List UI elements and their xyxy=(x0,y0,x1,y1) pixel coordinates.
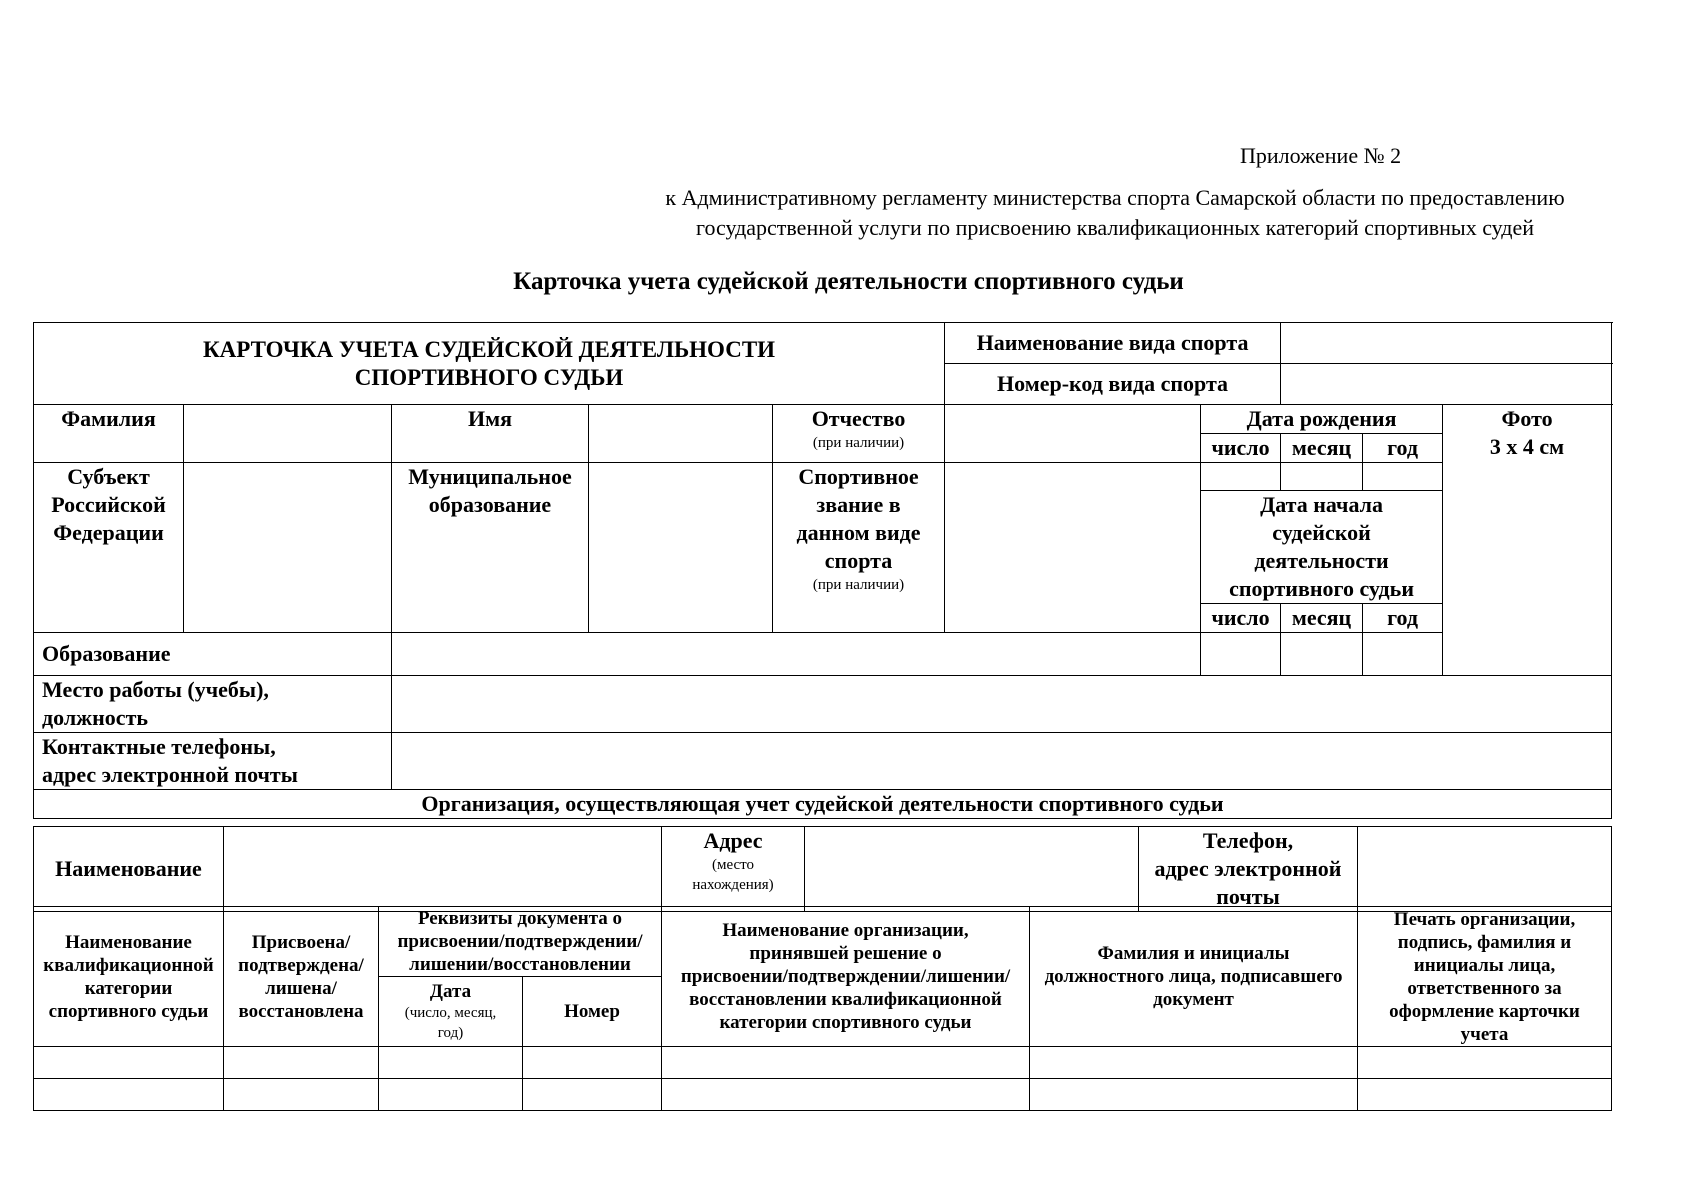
org-address-field[interactable] xyxy=(805,827,1139,912)
header-line: лишена/ xyxy=(265,977,337,999)
workplace-line: Место работы (учебы), xyxy=(42,677,269,702)
appendix-number: Приложение № 2 xyxy=(1240,143,1402,168)
header-line: Наименование организации, xyxy=(722,920,969,941)
sport-name-field[interactable] xyxy=(1281,323,1612,364)
photo-cell xyxy=(1443,405,1612,676)
org-phone-line: Телефон, xyxy=(1202,828,1294,853)
name-label: Имя xyxy=(392,405,589,463)
rank-note: (при наличии) xyxy=(812,577,905,593)
org-phone-field[interactable] xyxy=(1358,827,1612,912)
rank-line: звание в xyxy=(816,492,901,517)
workplace-label xyxy=(34,676,392,733)
table-cell[interactable] xyxy=(523,1047,662,1079)
table-row xyxy=(34,1079,1612,1111)
header-line: учета xyxy=(1460,1023,1509,1045)
document-number-header: Номер xyxy=(523,977,662,1047)
stamp-header xyxy=(1358,907,1612,1047)
start-line: Дата начала xyxy=(1260,492,1383,517)
start-line: деятельности xyxy=(1254,548,1389,573)
org-name-field[interactable] xyxy=(224,827,662,912)
birth-day-label: число xyxy=(1201,434,1281,463)
table-cell[interactable] xyxy=(662,1047,1030,1079)
regulation-line: к Административному регламенту министерства спорта Самарской области по предоставлению xyxy=(665,185,1565,210)
org-address-note: (место xyxy=(711,857,755,873)
regulation-reference xyxy=(600,183,1630,243)
table-cell[interactable] xyxy=(1030,1047,1358,1079)
signatory-header xyxy=(1030,907,1358,1047)
municipal-label xyxy=(392,463,589,633)
org-name-label: Наименование xyxy=(34,827,224,912)
sport-rank-label xyxy=(773,463,945,633)
org-phone-line: адрес электронной xyxy=(1154,856,1342,881)
card-title-line: КАРТОЧКА УЧЕТА СУДЕЙСКОЙ ДЕЯТЕЛЬНОСТИ xyxy=(202,336,776,362)
document-details-header xyxy=(379,907,662,977)
header-line: восстановлении квалификационной xyxy=(689,989,1002,1010)
date-note: год) xyxy=(437,1025,464,1041)
deciding-organization-header xyxy=(662,907,1030,1047)
photo-line: 3 х 4 см xyxy=(1489,434,1565,459)
table-cell[interactable] xyxy=(34,1079,224,1111)
header-line: Реквизиты документа о xyxy=(417,908,623,929)
birth-day-field[interactable] xyxy=(1201,463,1281,491)
org-phone-line: почты xyxy=(1216,884,1280,909)
header-line: спортивного судьи xyxy=(48,1000,209,1022)
municipal-field[interactable] xyxy=(589,463,773,633)
subject-line: Российской xyxy=(51,492,166,517)
start-line: судейской xyxy=(1272,520,1371,545)
card-title-line: СПОРТИВНОГО СУДЬИ xyxy=(354,364,624,390)
rank-line: спорта xyxy=(824,548,893,573)
contacts-label xyxy=(34,733,392,790)
qualification-category-table xyxy=(33,906,1612,1111)
birth-month-label: месяц xyxy=(1281,434,1363,463)
header-line: документ xyxy=(1153,989,1234,1010)
table-cell[interactable] xyxy=(662,1079,1030,1111)
header-line: присвоении/подтверждении/лишении/ xyxy=(680,966,1011,987)
header-line: Наименование xyxy=(65,931,192,953)
status-header xyxy=(224,907,379,1047)
category-name-header xyxy=(34,907,224,1047)
rank-line: Спортивное xyxy=(798,464,919,489)
patronymic-label xyxy=(773,405,945,463)
start-month-label: месяц xyxy=(1281,604,1363,633)
sport-code-field[interactable] xyxy=(1281,364,1612,405)
start-month-field[interactable] xyxy=(1281,633,1363,676)
header-line: присвоении/подтверждении/ xyxy=(397,931,643,952)
header-line: Дата xyxy=(429,981,472,1002)
header-line: категории xyxy=(84,977,173,999)
birth-date-label: Дата рождения xyxy=(1201,405,1443,434)
municipal-line: образование xyxy=(428,492,552,517)
header-line: Присвоена/ xyxy=(251,931,351,953)
rank-line: данном виде xyxy=(796,520,921,545)
table-cell[interactable] xyxy=(523,1079,662,1111)
header-line: Печать организации, xyxy=(1393,908,1576,930)
patronymic-field[interactable] xyxy=(945,405,1201,463)
header-line: категории спортивного судьи xyxy=(719,1012,972,1033)
table-cell[interactable] xyxy=(379,1079,523,1111)
table-row xyxy=(34,1047,1612,1079)
start-day-field[interactable] xyxy=(1201,633,1281,676)
surname-label: Фамилия xyxy=(34,405,184,463)
education-field[interactable] xyxy=(392,633,1201,676)
table-cell[interactable] xyxy=(224,1079,379,1111)
surname-field[interactable] xyxy=(184,405,392,463)
sport-code-label: Номер-код вида спорта xyxy=(945,364,1281,405)
table-cell[interactable] xyxy=(1030,1079,1358,1111)
workplace-line: должность xyxy=(42,705,149,730)
table-cell[interactable] xyxy=(1358,1079,1612,1111)
document-title: Карточка учета судейской деятельности спортивного судьи xyxy=(513,268,1184,295)
contacts-line: адрес электронной почты xyxy=(42,762,298,787)
header-line: оформление карточки xyxy=(1389,1000,1580,1022)
org-phone-label xyxy=(1139,827,1358,912)
card-title-cell xyxy=(34,323,945,405)
judge-card-table xyxy=(33,322,1612,819)
header-line: подпись, фамилия и xyxy=(1397,931,1572,953)
start-year-label: год xyxy=(1363,604,1443,633)
table-cell[interactable] xyxy=(224,1047,379,1079)
header-line: должностного лица, подписавшего xyxy=(1044,966,1343,987)
table-cell[interactable] xyxy=(379,1047,523,1079)
contacts-line: Контактные телефоны, xyxy=(42,734,276,759)
regulation-line: государственной услуги по присвоению квалификационных категорий спортивных судей xyxy=(695,215,1535,240)
header-line: инициалы лица, xyxy=(1413,954,1556,976)
start-year-field[interactable] xyxy=(1363,633,1443,676)
organization-table xyxy=(33,826,1612,912)
birth-year-label: год xyxy=(1363,434,1443,463)
header-line: лишении/восстановлении xyxy=(409,954,631,975)
sport-name-label: Наименование вида спорта xyxy=(945,323,1281,364)
start-line: спортивного судьи xyxy=(1229,576,1414,601)
organization-header: Организация, осуществляющая учет судейской деятельности спортивного судьи xyxy=(34,790,1612,819)
sport-rank-field[interactable] xyxy=(945,463,1201,633)
table-cell[interactable] xyxy=(34,1047,224,1079)
subject-label xyxy=(34,463,184,633)
birth-year-field[interactable] xyxy=(1363,463,1443,491)
date-note: (число, месяц, xyxy=(404,1005,497,1021)
municipal-line: Муниципальное xyxy=(408,464,572,489)
name-field[interactable] xyxy=(589,405,773,463)
org-address-text: Адрес xyxy=(703,828,763,853)
table-cell[interactable] xyxy=(1358,1047,1612,1079)
patronymic-text: Отчество xyxy=(811,406,906,431)
document-date-header xyxy=(379,977,523,1047)
subject-field[interactable] xyxy=(184,463,392,633)
birth-month-field[interactable] xyxy=(1281,463,1363,491)
education-label: Образование xyxy=(34,633,392,676)
header-line: квалификационной xyxy=(43,954,214,976)
header-line: Фамилия и инициалы xyxy=(1097,943,1290,964)
start-day-label: число xyxy=(1201,604,1281,633)
header-line: ответственного за xyxy=(1407,977,1562,999)
workplace-field[interactable] xyxy=(392,676,1612,733)
photo-line: Фото xyxy=(1501,406,1553,431)
header-line: принявшей решение о xyxy=(749,943,942,964)
judging-start-label xyxy=(1201,491,1443,604)
subject-line: Субъект xyxy=(67,464,150,489)
subject-line: Федерации xyxy=(53,520,164,545)
contacts-field[interactable] xyxy=(392,733,1612,790)
header-line: восстановлена xyxy=(238,1000,364,1022)
org-address-note: нахождения) xyxy=(692,877,774,893)
org-address-label xyxy=(662,827,805,912)
header-line: подтверждена/ xyxy=(238,954,364,976)
patronymic-note: (при наличии) xyxy=(812,435,905,451)
